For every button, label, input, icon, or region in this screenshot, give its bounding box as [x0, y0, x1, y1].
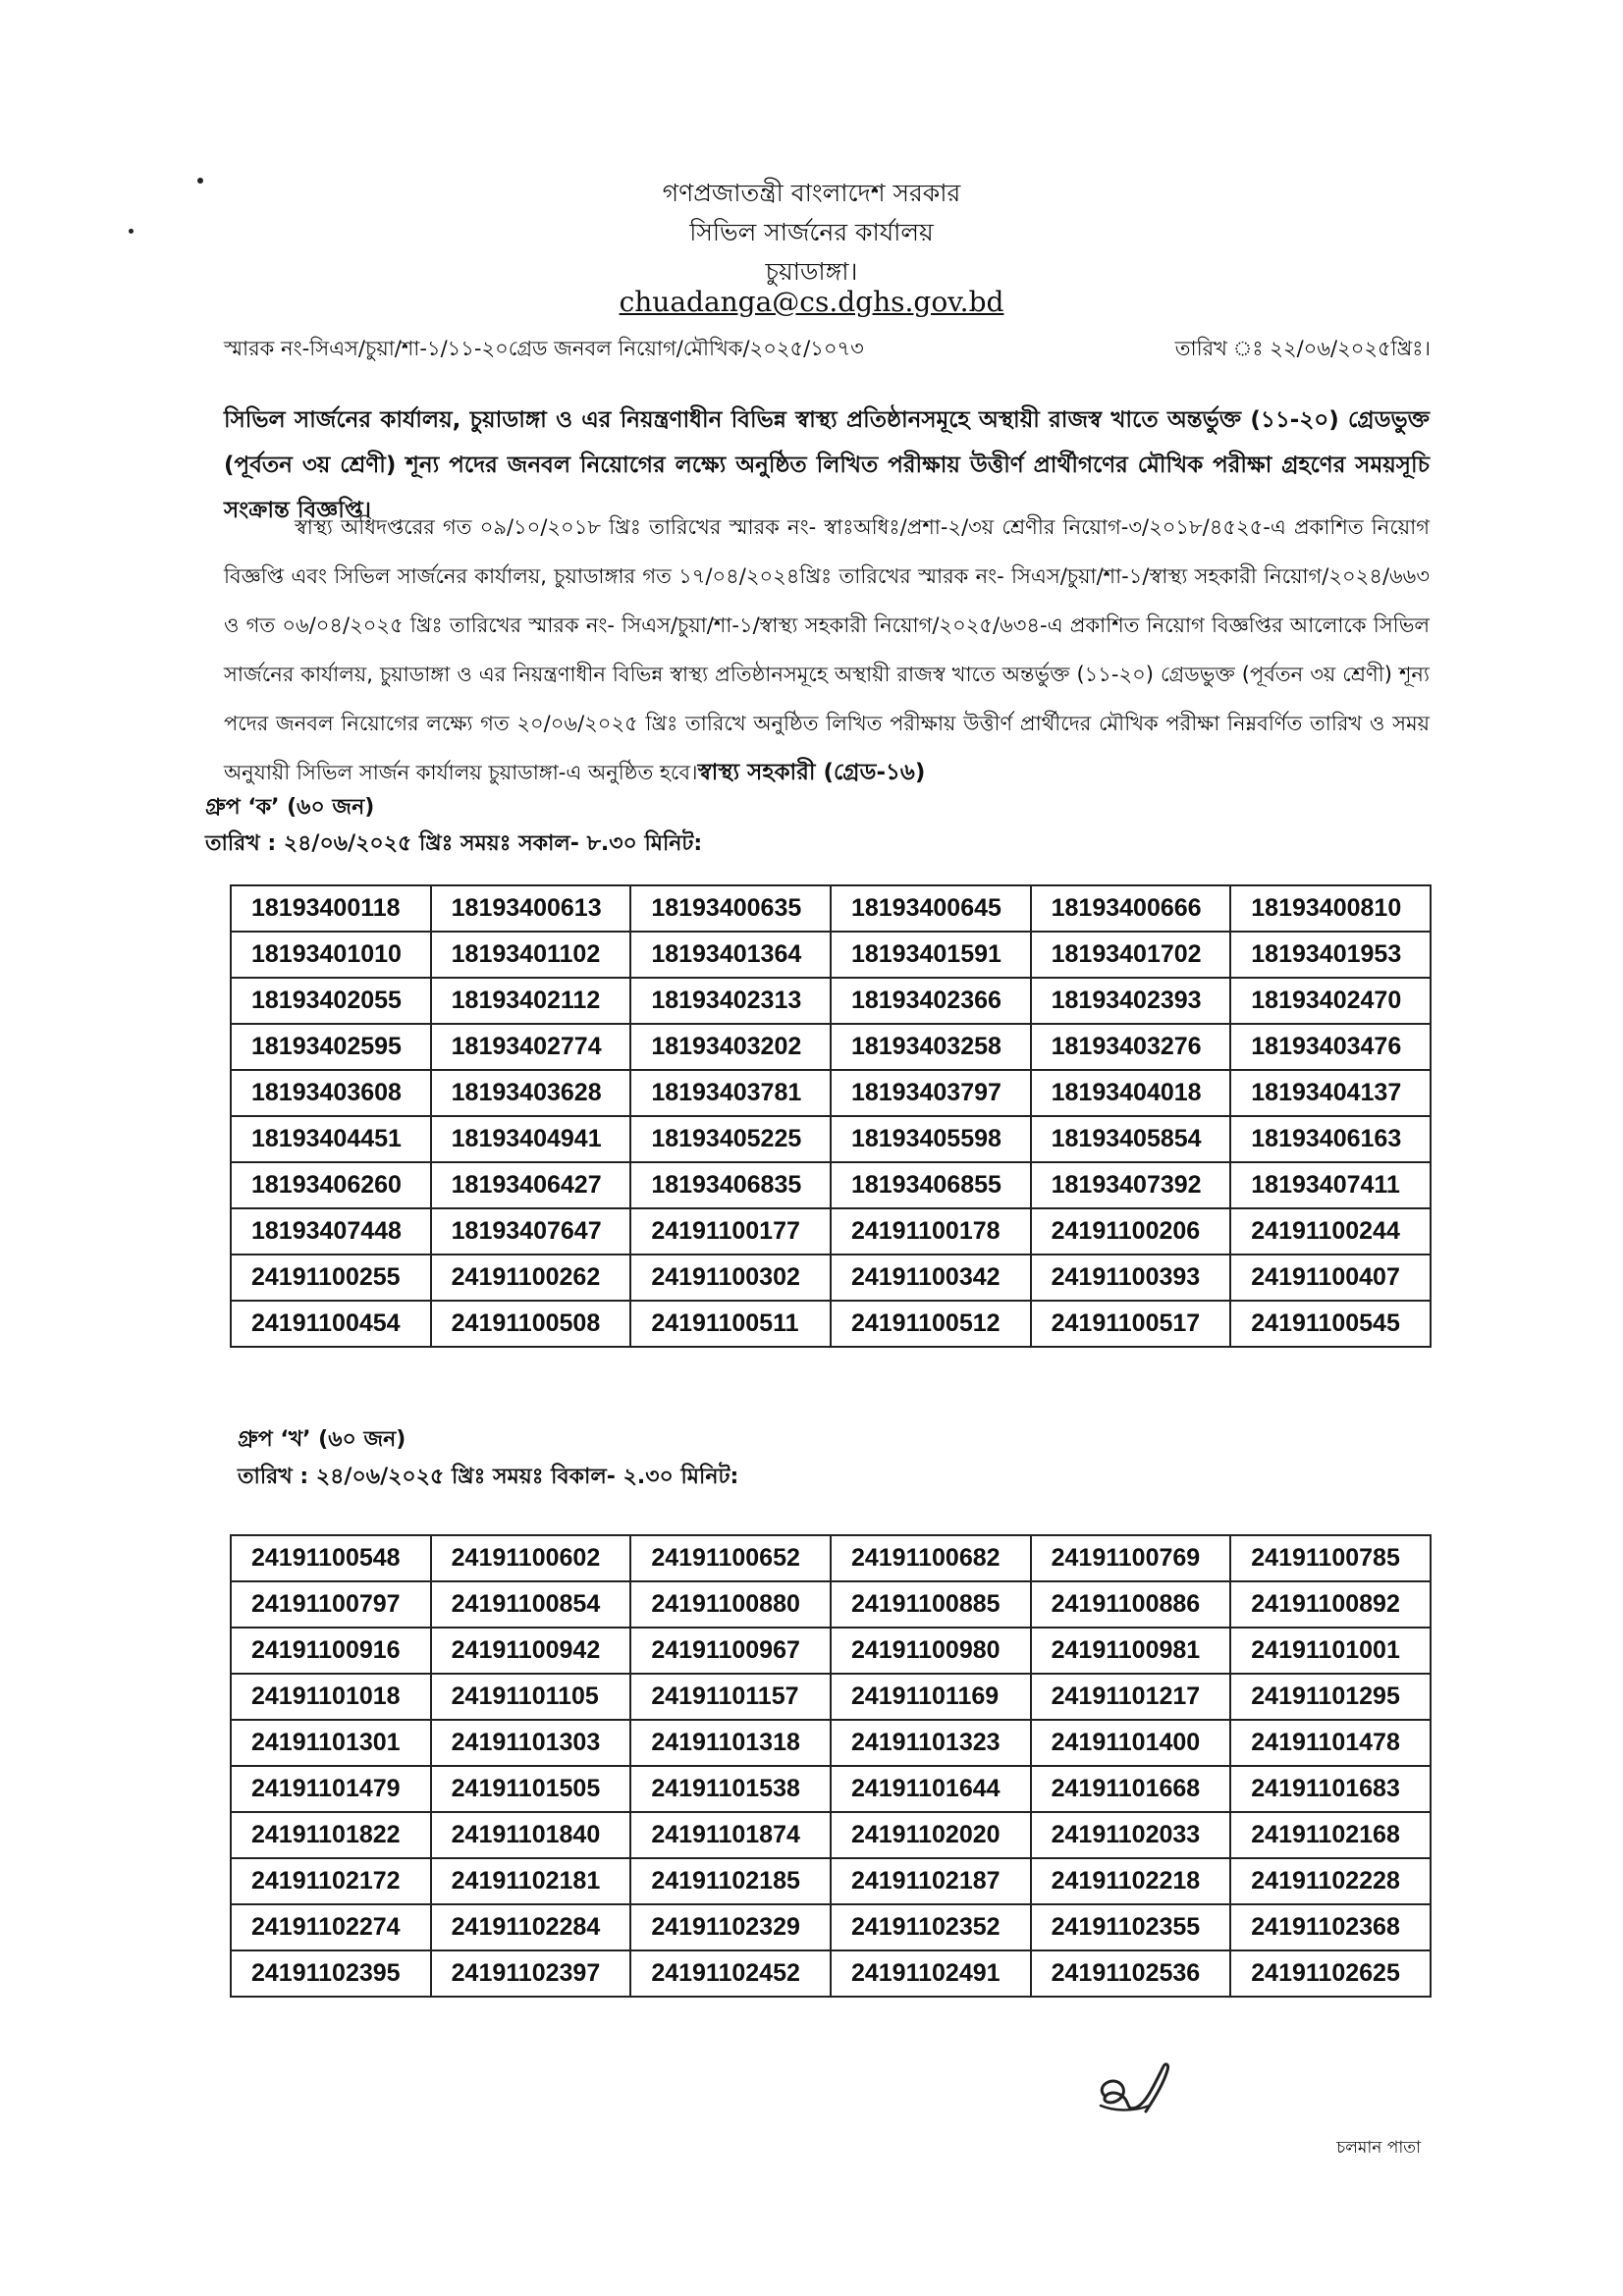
- group-a-roll-cell: 18193401953: [1230, 932, 1431, 978]
- group-b-roll-cell: 24191101105: [431, 1674, 631, 1720]
- group-a-roll-cell: 18193403202: [630, 1024, 831, 1070]
- group-a-roll-cell: 18193400613: [431, 885, 631, 932]
- group-b-roll-cell: 24191101538: [630, 1766, 831, 1812]
- group-b-roll-cell: 24191100886: [1031, 1581, 1231, 1628]
- notice-body: স্বাস্থ্য অধিদপ্তরের গত ০৯/১০/২০১৮ খ্রিঃ তারিখের স্মারক নং- স্বাঃঅধিঃ/প্রশা-২/৩য় শ্রেণীর নিয়োগ-৩/২০১৮/৪৫২৫-এ প্রকাশিত নিয়োগ বিজ্ঞপ্তি এবং সিভিল সার্জনের কার্যালয়, চুয়াডাঙ্গার গত ১৭/০৪/২০২৪খ্রিঃ তারিখের স্মারক নং- সিএস/চুয়া/শা-১/স্বাস্থ্য সহকারী নিয়োগ/২০২৪/৬৬৩ ও গত ০৬/০৪/২০২৫ খ্রিঃ তারিখের স্মারক নং- সিএস/চুয়া/শা-১/স্বাস্থ্য সহকারী নিয়োগ/২০২৫/৬৩৪-এ প্রকাশিত নিয়োগ বিজ্ঞপ্তির আলোকে সিভিল সার্জনের কার্যালয়, চুয়াডাঙ্গা ও এর নিয়ন্ত্রণাধীন বিভিন্ন স্বাস্থ্য প্রতিষ্ঠানসমূহে অস্থায়ী রাজস্ব খাতে অন্তর্ভুক্ত (১১-২০) গ্রেডভুক্ত (পূর্বতন ৩য় শ্রেণী) শূন্য পদের জনবল নিয়োগের লক্ষ্যে গত ২০/০৬/২০২৫ খ্রিঃ তারিখে অনুষ্ঠিত লিখিত পরীক্ষায় উত্তীর্ণ প্রার্থীদের মৌখিক পরীক্ষা নিম্নবর্ণিত তারিখ ও সময় অনুযায়ী সিভিল সার্জন কার্যালয় চুয়াডাঙ্গা-এ অনুষ্ঠিত হবে।: [224, 515, 1430, 784]
- group-b-row: [231, 1720, 1431, 1766]
- group-b-roll-cell: 24191100916: [231, 1628, 431, 1674]
- group-b-roll-cell: 24191102228: [1230, 1858, 1431, 1904]
- group-a-schedule: তারিখ : ২৪/০৬/২০২৫ খ্রিঃ সময়ঃ সকাল- ৮.৩০ মিনিট:: [205, 831, 703, 856]
- group-a-roll-cell: 18193406855: [831, 1162, 1031, 1208]
- group-a-roll-cell: 24191100393: [1031, 1255, 1231, 1301]
- group-a-roll-cell: 24191100178: [831, 1208, 1031, 1255]
- group-b-roll-cell: 24191101478: [1230, 1720, 1431, 1766]
- group-a-roll-cell: 18193402470: [1230, 978, 1431, 1024]
- group-b-roll-cell: 24191102274: [231, 1904, 431, 1950]
- group-b-roll-cell: 24191100892: [1230, 1581, 1431, 1628]
- group-b-roll-cell: 24191101683: [1230, 1766, 1431, 1812]
- group-b-row: [231, 1581, 1431, 1628]
- group-b-roll-cell: 24191101318: [630, 1720, 831, 1766]
- group-b-row: [231, 1812, 1431, 1858]
- group-b-roll-cell: 24191101822: [231, 1812, 431, 1858]
- group-b-row: [231, 1858, 1431, 1904]
- group-a-roll-cell: 18193407392: [1031, 1162, 1231, 1208]
- group-a-roll-cell: 18193401102: [431, 932, 631, 978]
- group-b-roll-cell: 24191101505: [431, 1766, 631, 1812]
- group-a-row: [231, 1301, 1431, 1347]
- group-b-roll-cell: 24191101217: [1031, 1674, 1231, 1720]
- group-a-roll-cell: 18193401010: [231, 932, 431, 978]
- group-a-roll-cell: 18193406260: [231, 1162, 431, 1208]
- group-b-row: [231, 1950, 1431, 1997]
- group-a-roll-cell: 18193407448: [231, 1208, 431, 1255]
- group-b-row: [231, 1535, 1431, 1581]
- group-b-roll-cell: 24191100682: [831, 1535, 1031, 1581]
- group-b-roll-cell: 24191101001: [1230, 1628, 1431, 1674]
- group-b-roll-cell: 24191102397: [431, 1950, 631, 1997]
- group-b-roll-cell: 24191100769: [1031, 1535, 1231, 1581]
- group-b-roll-cell: 24191102395: [231, 1950, 431, 1997]
- group-a-roll-cell: 18193404451: [231, 1116, 431, 1162]
- group-b-roll-cell: 24191102033: [1031, 1812, 1231, 1858]
- group-b-roll-cell: 24191102368: [1230, 1904, 1431, 1950]
- group-b-roll-cell: 24191102355: [1031, 1904, 1231, 1950]
- group-a-roll-cell: 18193403276: [1031, 1024, 1231, 1070]
- group-b-roll-cell: 24191101018: [231, 1674, 431, 1720]
- group-b-roll-cell: 24191101169: [831, 1674, 1031, 1720]
- notice-subject: সিভিল সার্জনের কার্যালয়, চুয়াডাঙ্গা ও এর নিয়ন্ত্রণাধীন বিভিন্ন স্বাস্থ্য প্রতিষ্ঠানসমূহে অস্থায়ী রাজস্ব খাতে অন্তর্ভুক্ত (১১-২০) গ্রেডভুক্ত (পূর্বতন ৩য় শ্রেণী) শূন্য পদের জনবল নিয়োগের লক্ষ্যে অনুষ্ঠিত লিখিত পরীক্ষায় উত্তীর্ণ প্রার্থীগণের মৌখিক পরীক্ষা গ্রহণের সময়সূচি সংক্রান্ত বিজ্ঞপ্তি।: [224, 407, 1430, 523]
- group-a-roll-cell: 18193401702: [1031, 932, 1231, 978]
- memo-date: তারিখ ঃ ২২/০৬/২০২৫খ্রিঃ।: [1174, 337, 1431, 360]
- group-a-roll-cell: 18193405598: [831, 1116, 1031, 1162]
- header-government: গণপ্রজাতন্ত্রী বাংলাদেশ সরকার: [662, 179, 961, 207]
- group-a-title: গ্রুপ ‘ক’ (৬০ জন): [205, 795, 375, 820]
- group-b-roll-cell: 24191100652: [630, 1535, 831, 1581]
- group-a-roll-cell: 24191100508: [431, 1301, 631, 1347]
- group-b-row: [231, 1674, 1431, 1720]
- group-b-roll-cell: 24191101479: [231, 1766, 431, 1812]
- group-a-roll-cell: 24191100302: [630, 1255, 831, 1301]
- group-a-row: [231, 1024, 1431, 1070]
- group-a-roll-cell: 18193402112: [431, 978, 631, 1024]
- group-b-roll-cell: 24191100602: [431, 1535, 631, 1581]
- group-b-roll-cell: 24191101644: [831, 1766, 1031, 1812]
- group-b-roll-cell: 24191100785: [1230, 1535, 1431, 1581]
- header-email-wrap: [0, 287, 1623, 319]
- memo-number: স্মারক নং-সিএস/চুয়া/শা-১/১১-২০গ্রেড জনবল নিয়োগ/মৌখিক/২০২৫/১০৭৩: [224, 337, 864, 360]
- group-a-roll-cell: 18193403258: [831, 1024, 1031, 1070]
- group-b-roll-cell: 24191101840: [431, 1812, 631, 1858]
- group-b-roll-cell: 24191101157: [630, 1674, 831, 1720]
- group-b-row: [231, 1766, 1431, 1812]
- group-a-roll-cell: 24191100545: [1230, 1301, 1431, 1347]
- group-a-roll-cell: 18193405854: [1031, 1116, 1231, 1162]
- group-a-roll-cell: 18193400118: [231, 885, 431, 932]
- group-b-roll-cell: 24191102185: [630, 1858, 831, 1904]
- group-a-row: [231, 1255, 1431, 1301]
- group-b-roll-cell: 24191102284: [431, 1904, 631, 1950]
- group-a-row: [231, 1116, 1431, 1162]
- group-a-row: [231, 1208, 1431, 1255]
- group-b-roll-cell: 24191100548: [231, 1535, 431, 1581]
- group-b-roll-cell: 24191101323: [831, 1720, 1031, 1766]
- group-a-row: [231, 978, 1431, 1024]
- group-a-roll-cell: 24191100177: [630, 1208, 831, 1255]
- group-b-roll-cell: 24191102218: [1031, 1858, 1231, 1904]
- continued-page-label: চলমান পাতা: [1336, 2138, 1421, 2158]
- group-a-roll-cell: 24191100407: [1230, 1255, 1431, 1301]
- group-b-roll-cell: 24191100942: [431, 1628, 631, 1674]
- group-a-roll-cell: 18193407647: [431, 1208, 631, 1255]
- group-b-roll-cell: 24191102181: [431, 1858, 631, 1904]
- group-a-roll-cell: 18193406427: [431, 1162, 631, 1208]
- group-a-roll-cell: 24191100511: [630, 1301, 831, 1347]
- group-a-roll-cell: 18193402366: [831, 978, 1031, 1024]
- group-b-roll-cell: 24191102625: [1230, 1950, 1431, 1997]
- group-a-row: [231, 932, 1431, 978]
- group-a-roll-cell: 18193403628: [431, 1070, 631, 1116]
- post-title: স্বাস্থ্য সহকারী (গ্রেড-১৬): [697, 760, 926, 785]
- group-a-roll-cell: 24191100512: [831, 1301, 1031, 1347]
- group-a-roll-cell: 18193407411: [1230, 1162, 1431, 1208]
- group-b-roll-table: [230, 1534, 1432, 1998]
- signature-mark: [1085, 2056, 1193, 2125]
- group-a-roll-cell: 18193402055: [231, 978, 431, 1024]
- group-a-roll-cell: 18193404018: [1031, 1070, 1231, 1116]
- header-office: সিভিল সার্জনের কার্যালয়: [689, 218, 934, 246]
- group-b-roll-cell: 24191102187: [831, 1858, 1031, 1904]
- group-a-row: [231, 1162, 1431, 1208]
- group-b-roll-cell: 24191101303: [431, 1720, 631, 1766]
- group-a-roll-cell: 18193403476: [1230, 1024, 1431, 1070]
- group-b-roll-cell: 24191101400: [1031, 1720, 1231, 1766]
- group-b-roll-cell: 24191101301: [231, 1720, 431, 1766]
- group-b-roll-cell: 24191100981: [1031, 1628, 1231, 1674]
- group-b-roll-cell: 24191100797: [231, 1581, 431, 1628]
- group-b-roll-cell: 24191101874: [630, 1812, 831, 1858]
- group-b-roll-cell: 24191100880: [630, 1581, 831, 1628]
- header-email[interactable]: chuadanga@cs.dghs.gov.bd: [619, 286, 1004, 318]
- group-b-roll-cell: 24191101295: [1230, 1674, 1431, 1720]
- group-a-roll-cell: 18193404137: [1230, 1070, 1431, 1116]
- group-b-roll-cell: 24191102172: [231, 1858, 431, 1904]
- group-a-row: [231, 885, 1431, 932]
- group-a-roll-cell: 18193400635: [630, 885, 831, 932]
- group-b-roll-cell: 24191100967: [630, 1628, 831, 1674]
- group-a-roll-cell: 18193401591: [831, 932, 1031, 978]
- group-a-roll-cell: 18193402595: [231, 1024, 431, 1070]
- group-b-roll-cell: 24191102168: [1230, 1812, 1431, 1858]
- group-a-roll-cell: 24191100342: [831, 1255, 1031, 1301]
- group-b-roll-cell: 24191100980: [831, 1628, 1031, 1674]
- group-a-roll-cell: 24191100517: [1031, 1301, 1231, 1347]
- group-a-roll-cell: 18193406835: [630, 1162, 831, 1208]
- group-a-roll-cell: 24191100255: [231, 1255, 431, 1301]
- group-b-row: [231, 1628, 1431, 1674]
- group-a-roll-cell: 24191100454: [231, 1301, 431, 1347]
- group-a-roll-table: [230, 884, 1432, 1348]
- group-b-roll-cell: 24191102020: [831, 1812, 1031, 1858]
- group-a-roll-cell: 24191100262: [431, 1255, 631, 1301]
- group-a-roll-cell: 18193406163: [1230, 1116, 1431, 1162]
- group-a-roll-cell: 18193400666: [1031, 885, 1231, 932]
- group-b-row: [231, 1904, 1431, 1950]
- group-b-roll-cell: 24191102536: [1031, 1950, 1231, 1997]
- group-a-roll-cell: 18193404941: [431, 1116, 631, 1162]
- group-b-roll-cell: 24191102352: [831, 1904, 1031, 1950]
- group-b-roll-cell: 24191100854: [431, 1581, 631, 1628]
- group-a-roll-cell: 24191100206: [1031, 1208, 1231, 1255]
- group-a-roll-cell: 24191100244: [1230, 1208, 1431, 1255]
- group-a-roll-cell: 18193403608: [231, 1070, 431, 1116]
- group-a-row: [231, 1070, 1431, 1116]
- group-a-roll-cell: 18193400645: [831, 885, 1031, 932]
- group-a-roll-cell: 18193403797: [831, 1070, 1031, 1116]
- group-a-roll-cell: 18193400810: [1230, 885, 1431, 932]
- group-a-roll-cell: 18193401364: [630, 932, 831, 978]
- group-a-roll-cell: 18193403781: [630, 1070, 831, 1116]
- group-b-roll-cell: 24191102329: [630, 1904, 831, 1950]
- group-b-roll-cell: 24191102491: [831, 1950, 1031, 1997]
- group-a-roll-cell: 18193402313: [630, 978, 831, 1024]
- group-b-schedule: তারিখ : ২৪/০৬/২০২৫ খ্রিঃ সময়ঃ বিকাল- ২.৩০ মিনিট:: [238, 1465, 739, 1489]
- group-a-roll-cell: 18193405225: [630, 1116, 831, 1162]
- group-a-roll-cell: 18193402393: [1031, 978, 1231, 1024]
- group-b-roll-cell: 24191101668: [1031, 1766, 1231, 1812]
- group-a-roll-cell: 18193402774: [431, 1024, 631, 1070]
- group-b-roll-cell: 24191102452: [630, 1950, 831, 1997]
- group-b-roll-cell: 24191100885: [831, 1581, 1031, 1628]
- group-b-title: গ্রুপ ‘খ’ (৬০ জন): [238, 1427, 406, 1452]
- header-district: চুয়াডাঙ্গা।: [765, 257, 858, 286]
